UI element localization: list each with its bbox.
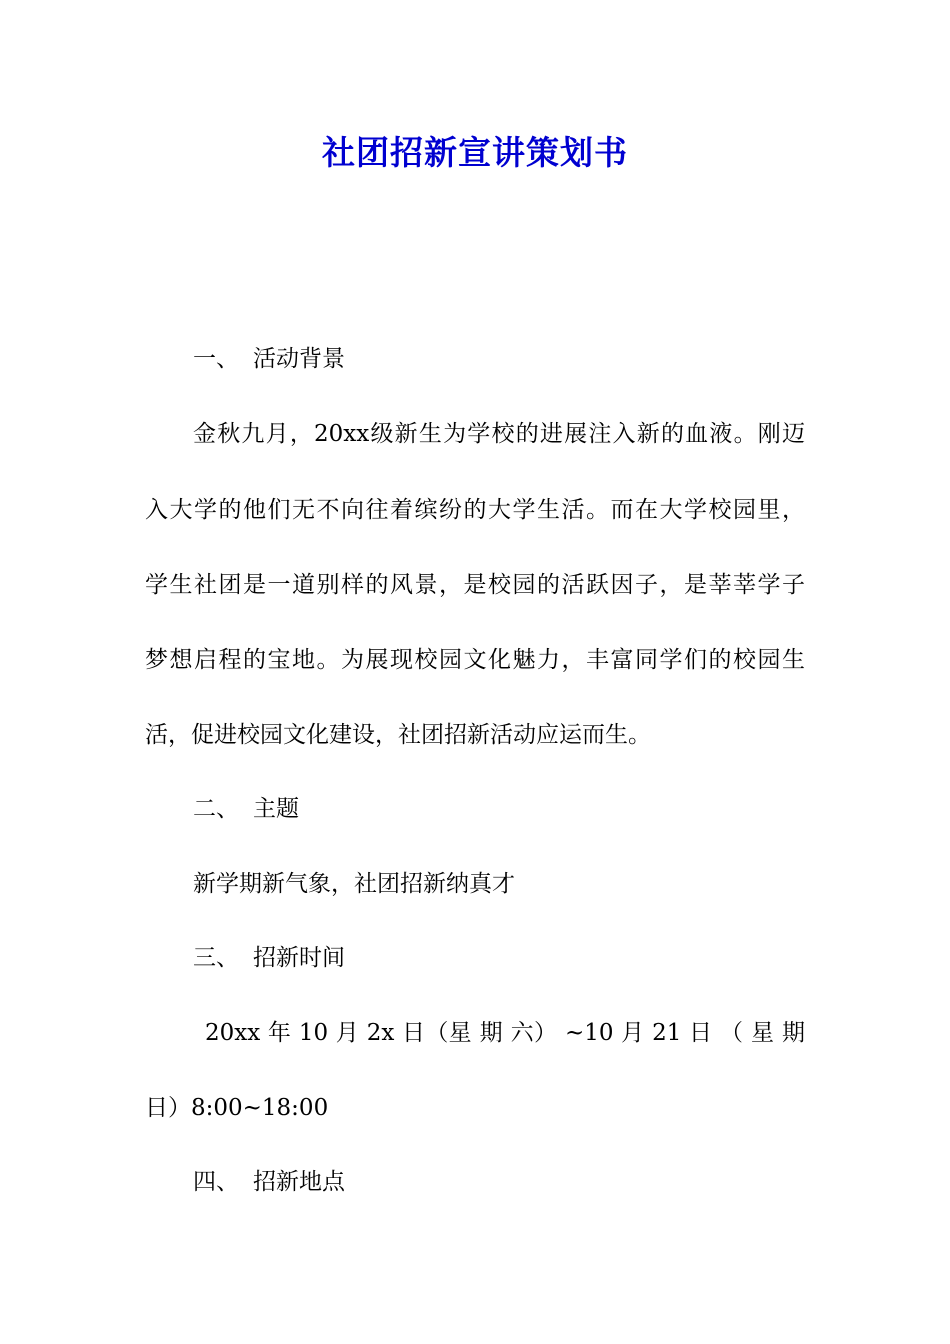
paragraph-line: 日）8:00~18:00 [145,1095,329,1121]
paragraph-line: 新学期新气象，社团招新纳真才 [193,871,515,897]
section-title: 活动背景 [253,346,345,372]
section-title: 招新地点 [253,1169,345,1195]
paragraph-line: 入大学的他们无不向往着缤纷的大学生活。而在大学校园里， [145,497,805,523]
paragraph-line: 活，促进校园文化建设，社团招新活动应运而生。 [145,722,651,748]
section-title: 招新时间 [253,945,345,971]
paragraph-line: 梦想启程的宝地。为展现校园文化魅力，丰富同学们的校园生 [145,647,805,673]
paragraph-line: 20xx 年 10 月 2x 日（星 期 六） ~10 月 21 日 （ 星 期 [205,1020,805,1046]
section-title: 主题 [253,796,299,822]
document-title: 社团招新宣讲策划书 [322,133,628,172]
section-number: 四、 [193,1169,239,1195]
section-number: 三、 [193,945,239,971]
section-number: 二、 [193,796,239,822]
section-number: 一、 [193,346,239,372]
paragraph-line: 金秋九月，20xx级新生为学校的进展注入新的血液。刚迈 [193,421,805,447]
paragraph-line: 学生社团是一道别样的风景，是校园的活跃因子，是莘莘学子 [145,572,805,598]
